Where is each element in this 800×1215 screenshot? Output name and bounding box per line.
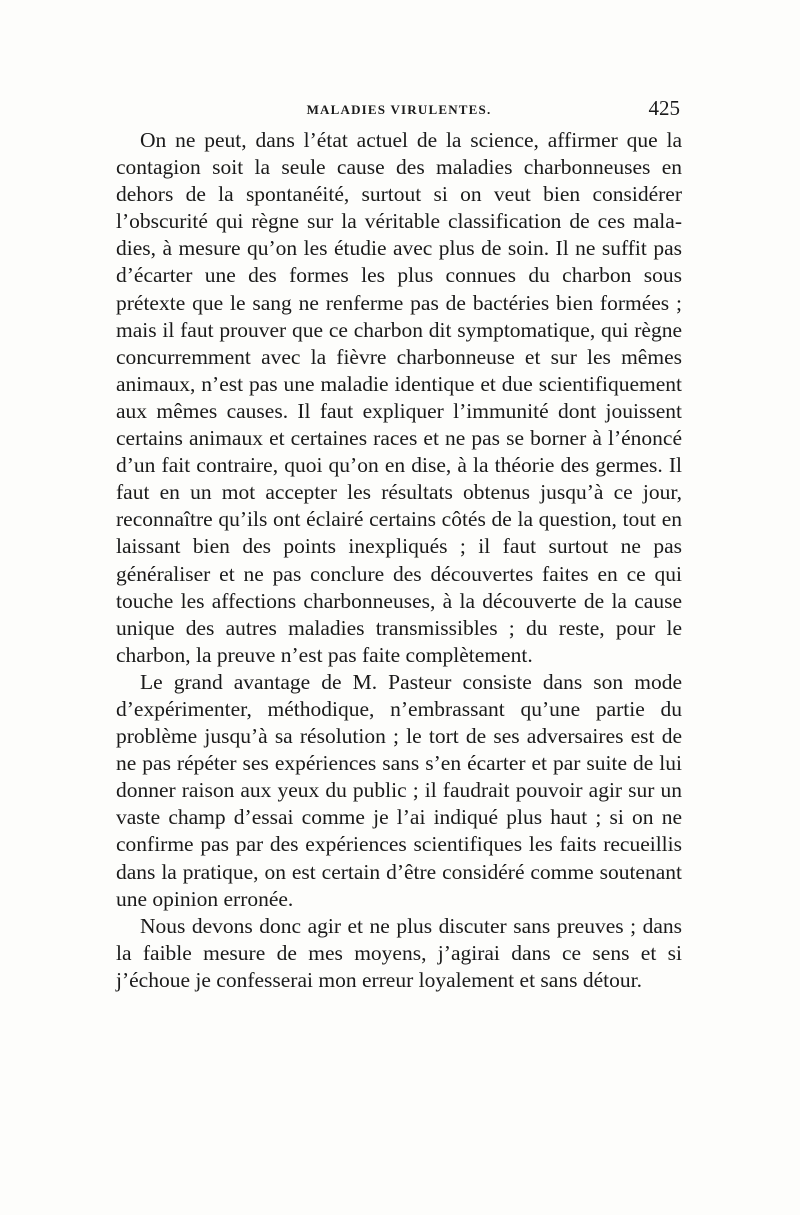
running-head [116,96,682,126]
running-title: MALADIES VIRULENTES. [306,102,492,117]
page-number: 425 [648,96,680,120]
paragraph-2: Le grand avantage de M. Pasteur consiste dans son mode d’expérimenter, méthodique, n’embrassant qu’une partie du problème jusqu’à sa résolution ; le tort de ses adversaires est de ne pas répéter ses expériences sans s’en écarter et par suite de lui donner raison aux yeux du public ; il faudrait pouvoir agir sur un vaste champ d’essai comme je l’ai indiqué plus haut ; si on ne confirme pas par des expériences scientifiques les faits recueillis dans la pratique, on est certain d’être considéré comme soutenant une opinion erronée. [116,669,682,911]
paragraph-1: On ne peut, dans l’état actuel de la science, affirmer que la contagion soit la seule cause des maladies charbonneuses en dehors de la spontanéité, surtout si on veut bien considérer l’obscurité qui règne sur la véritable classification de ces maladies, à mesure qu’on les étudie avec plus de soin. Il ne suffit pas d’écarter une des formes les plus connues du charbon sous prétexte que le sang ne renferme pas de bactéries bien formées ; mais il faut prouver que ce charbon dit symptomatique, qui règne concurremment avec la fièvre charbonneuse et sur les mêmes animaux, n’est pas une maladie identique et due scientifiquement aux mêmes causes. Il faut expliquer l’immunité dont jouissent certains animaux et certaines races et ne pas se borner à l’énoncé d’un fait contraire, quoi qu’on en dise, à la théorie des germes. Il faut en un mot accepter les résultats obtenus jusqu’à ce jour, reconnaître qu’ils ont éclairé certains côtés de la question, tout en laissant bien des points inexpliqués ; il faut surtout ne pas généraliser et ne pas conclure des découvertes faites en ce qui touche les affections charbonneuses, à la découverte de la cause unique des autres maladies transmissibles ; du reste, pour le charbon, la preuve n’est pas faite complètement. [116,128,682,667]
paragraph-3: Nous devons donc agir et ne plus discuter sans preuves ; dans la faible mesure de mes moyens, j’agirai dans ce sens et si j’échoue je confesserai mon erreur loyalement et sans détour. [116,913,682,992]
body-text [116,127,682,994]
